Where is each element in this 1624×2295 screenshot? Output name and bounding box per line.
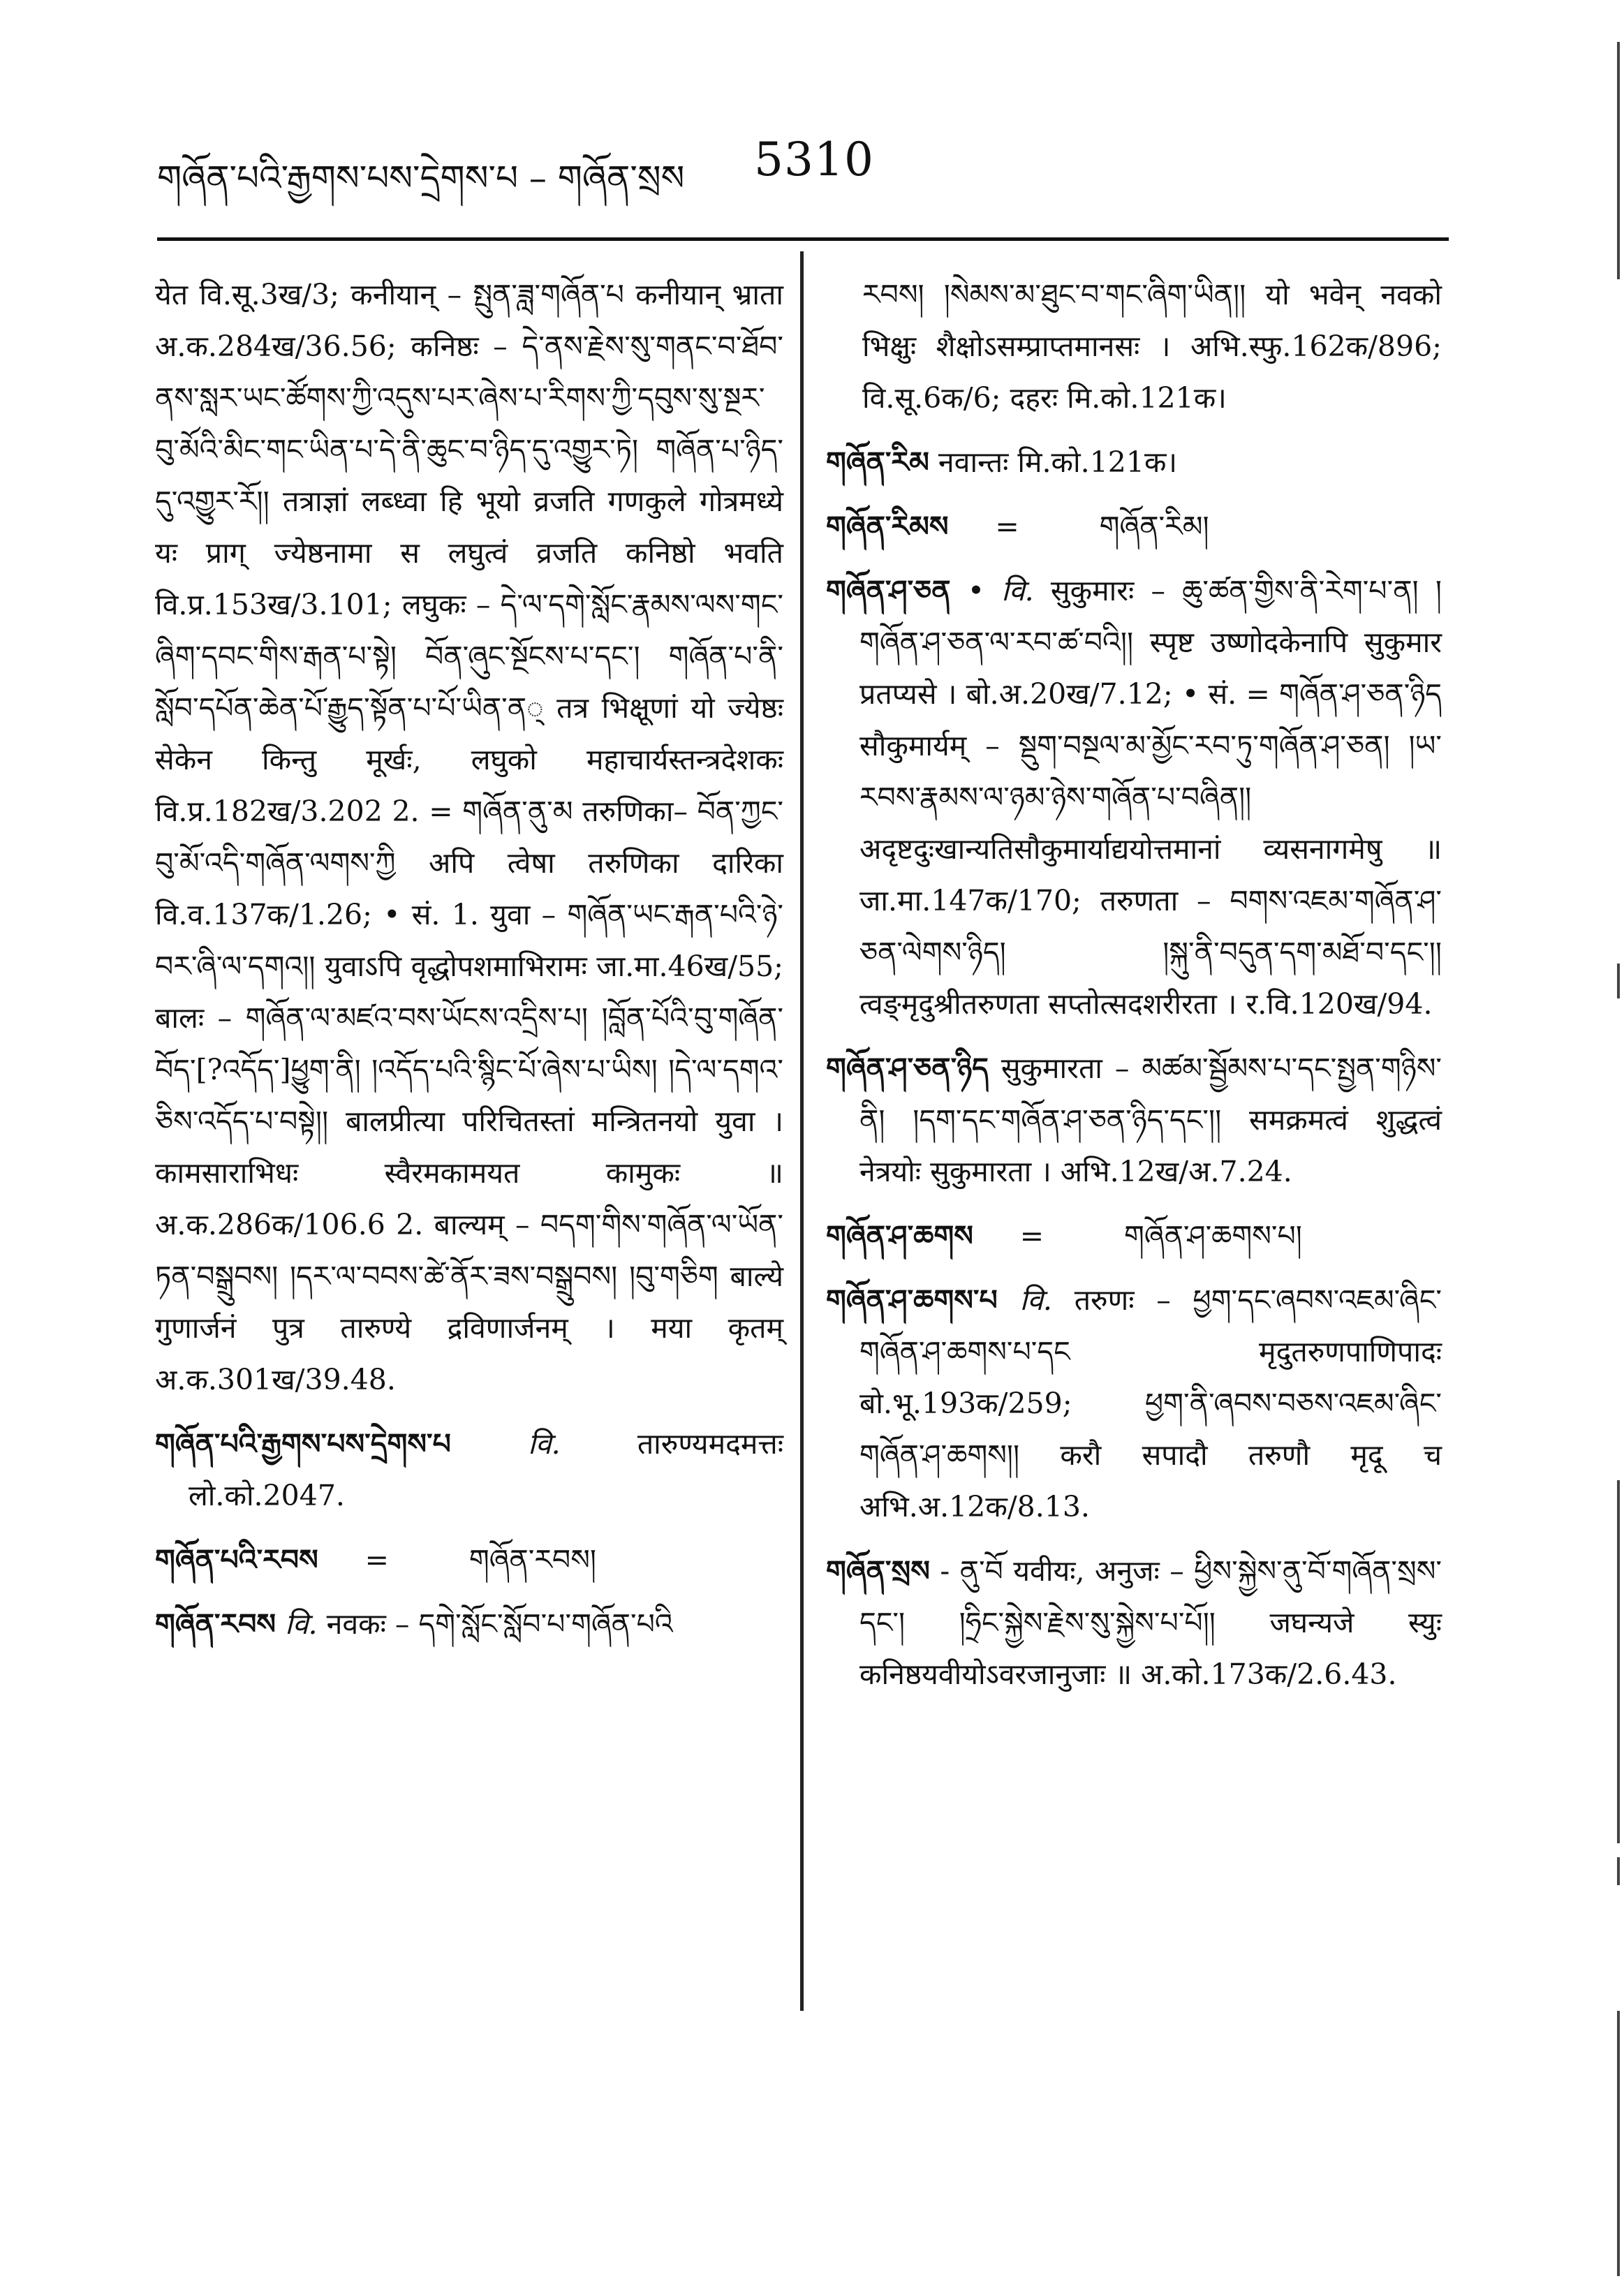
dictionary-entry — [826, 1210, 1442, 1262]
dictionary-entry — [826, 501, 1442, 552]
equals-sign: = — [364, 1543, 389, 1577]
dictionary-entry — [826, 1042, 1442, 1197]
cross-reference: གཞོན་ཤ་ཆགས་པ། — [1124, 1219, 1302, 1253]
scan-edge-mark — [1617, 1857, 1620, 1885]
headword: གཞོན་རབས — [155, 1607, 276, 1641]
headword: གཞོན་ཤ་ཆགས — [826, 1219, 973, 1253]
dictionary-entry — [155, 1418, 783, 1521]
cross-reference: གཞོན་རིམ། — [1099, 510, 1209, 543]
grammar-label: - ནུ་བོ — [940, 1554, 1003, 1588]
dictionary-entry — [826, 269, 1442, 424]
entry-body: येत वि.सू.3ख/3; कनीयान् – སྤུན་ཟླ་གཞོན་པ कनीयान् भ्राता अ.क.284ख/36.56; कनिष्ठः – དེ་ནས་རྗེས་སུ་གནང་བ་ཐོབ་ནས་སླར་ཡང་ཚོགས་ཀྱི་འདུས་པར་ཞེས་པ་རིགས་ཀྱི་དབུས་སུ་སྔར་བུ་མོའི་མིང་གང་ཡིན་པ་དེ་ནི་ཆུང་བ་ཉིད་དུ་འགྱུར་ཏེ། གཞོན་པ་ཉིད་དུ་འགྱུར་རོ།། तत्राज्ञां लब्ध्वा हि भूयो व्रजति गणकुले गोत्रमध्ये यः प्राग् ज्येष्ठनामा स लघुत्वं व्रजति कनिष्ठो भवति वि.प्र.153ख/3.101; लघुकः – དེ་ལ་དགེ་སློང་རྣམས་ལས་གང་ཞིག་དབང་གིས་རྒན་པ་སྟེ། བོན་ཞུང་སྔོངས་པ་དང་། གཞོན་པ་ནི་སློབ་དཔོན་ཆེན་པོ་རྒྱུད་སྟོན་པ་པོ་ཡིན་ན् तत्र भिक्षूणां यो ज्येष्ठः सेकेन किन्तु मूर्खः, लघुको महाचार्यस्तन्त्रदेशकः वि.प्र.182ख/3.202 2. = གཞོན་ནུ་མ तरुणिका– བོན་ཀྱང་བུ་མོ་འདི་གཞོན་ལགས་ཀྱི अपि त्वेषा तरुणिका दारिका वि.व.137क/1.26; • सं. 1. युवा – གཞོན་ཡང་རྒན་པའི་ཉེ་བར་ཞི་ལ་དགའ།། युवाऽपि वृद्धोपशमाभिरामः जा.मा.46ख/55; बालः – གཞོན་ལ་མཛའ་བས་ཡོངས་འདྲིས་པ། །བློན་པོའི་བུ་གཞོན་བོད་[?འདོད་]ཕྱུག་ནི། །འདོད་པའི་སྙིང་པོ་ཞེས་པ་ཡིས། །དེ་ལ་དགའ་ཅིས་འདོད་པ་བསྟེ།། बालप्रीत्या परिचितस्तां मन्त्रितनयो युवा । कामसाराभिधः स्वैरमकामयत कामुकः ॥ अ.क.286क/106.6 2. बाल्यम् – བདག་གིས་གཞོན་ལ་ཡོན་ཏན་བསྒྲུབས། །དར་ལ་བབས་ཚེ་ནོར་ཟས་བསྒྲུབས། །བུ་གཅིག बाल्ये गुणार्जनं पुत्र तारुण्ये द्रविणार्जनम् । मया कृतम् अ.क.301ख/39.48. — [155, 278, 783, 1396]
headword: གཞོན་ཤ་ཆགས་པ — [826, 1283, 998, 1317]
headword: གཞོན་ཤ་ཅན — [826, 574, 951, 607]
scan-edge-mark — [1617, 42, 1620, 279]
equals-sign: = — [995, 510, 1019, 543]
dictionary-entry — [155, 269, 783, 1405]
scan-edge-mark — [1617, 2011, 1620, 2276]
equals-sign: = — [1019, 1219, 1044, 1253]
headword: གཞོན་རིམས — [826, 510, 949, 543]
entry-body: यवीयः, अनुजः – ཕྱིས་སྐྱེས་ནུ་བོ་གཞོན་སྲས་དང་། །ཧྲིང་སྐྱེས་རྗེས་སུ་སྐྱེས་པ་པོ།། जघन्यजे स्युः कनिष्ठयवीयोऽवरजानुजाः ॥ अ.को.173क/2.6.43. — [859, 1554, 1442, 1691]
dictionary-entry — [826, 565, 1442, 1030]
grammar-label: वि. — [285, 1607, 318, 1641]
page-header — [157, 133, 1463, 209]
right-column — [826, 269, 1442, 1713]
entry-body: རབས། །སེམས་མ་ཐུང་བ་གང་ཞིག་ཡིན།། यो भवेन् नवको भिक्षुः शैक्षोऽसम्प्राप्तमानसः । अभि.स्फु.162क/896; वि.सू.6क/6; दहरः मि.को.121क। — [862, 278, 1442, 415]
dictionary-entry — [826, 1274, 1442, 1533]
cross-reference: གཞོན་རབས། — [468, 1543, 596, 1577]
header-rule — [157, 237, 1449, 241]
entry-body: सुकुमारः – ཆུ་ཚན་གྱིས་ནི་རེག་པ་ན། །གཞོན་ཤ་ཅན་ལ་རབ་ཚ་བའི།། स्पृष्ट उष्णोदकेनापि सुकुमार प्रतप्यसे । बो.अ.20ख/7.12; • सं. = གཞོན་ཤ་ཅན་ཉིད सौकुमार्यम् – སྡུག་བསྔལ་མ་མྱོང་རབ་ཏུ་གཞོན་ཤ་ཅན། །ཡ་རབས་རྣམས་ལ་ཉམ་ཉེས་གཞོན་པ་བཞིན།། अदृष्टदुःखान्यतिसौकुमार्याद्ययोत्तमानां व्यसनागमेषु ॥ जा.मा.147क/170; तरुणता – བགས་འཇམ་གཞོན་ཤ་ཅན་ལེགས་ཉིད། །སྐུ་ནི་བདུན་དག་མཐོ་བ་དང་།། त्वङ्मृदुश्रीतरुणता सप्तोत्सदशरीरता । र.वि.120ख/94. — [859, 574, 1442, 1021]
dictionary-entry — [155, 1534, 783, 1586]
headword: གཞོན་པའི་རབས — [155, 1543, 318, 1577]
entry-body: सुकुमारता – མཚམ་སྦྱོམས་པ་དང་སྤྱན་གཉིས་ནི། །དག་དང་གཞོན་ཤ་ཅན་ཉིད་དང་།། समक्रमत्वं शुद्धत्वं नेत्रयोः सुकुमारता । अभि.12ख/अ.7.24. — [859, 1051, 1442, 1188]
dictionary-entry — [826, 1545, 1442, 1700]
scan-edge-mark — [1617, 964, 1620, 998]
entry-body: तरुणः – ཕྱག་དང་ཞབས་འཇམ་ཞིང་གཞོན་ཤ་ཆགས་པ་དང मृदुतरुणपाणिपादः बो.भू.193क/259; ཕྱག་ནི་ཞབས་བཅས་འཇམ་ཞིང་གཞོན་ཤ་ཆགས།། करौ सपादौ तरुणौ मृदू च अभि.अ.12क/8.13. — [859, 1283, 1442, 1523]
page-number: 5310 — [754, 133, 874, 186]
grammar-label: वि. — [528, 1427, 561, 1461]
scan-edge-marks — [1609, 0, 1624, 2295]
headword: གཞོན་རིམ — [826, 445, 929, 479]
entry-body: नवकः – དགེ་སློང་སློབ་པ་གཞོན་པའི — [326, 1607, 673, 1641]
headword: གཞོན་སྲས — [826, 1554, 930, 1588]
grammar-label: वि. — [1019, 1283, 1052, 1317]
entry-body: नवान्तः मि.को.121क। — [938, 445, 1177, 479]
scan-edge-mark — [1617, 1480, 1620, 1843]
running-head: གཞོན་པའི་རྒྱགས་པས་དྲེགས་པ – གཞོན་སྲས — [157, 158, 685, 198]
dictionary-entry — [155, 1598, 783, 1650]
grammar-label: • वि. — [967, 574, 1034, 607]
column-divider — [800, 251, 804, 2011]
headword: གཞོན་ཤ་ཅན་ཉིད — [826, 1051, 989, 1085]
dictionary-entry — [826, 436, 1442, 488]
entry-body: तारुण्यमदमत्तः लो.को.2047. — [189, 1427, 783, 1512]
headword: གཞོན་པའི་རྒྱགས་པས་དྲེགས་པ — [155, 1427, 451, 1461]
left-column — [155, 269, 783, 1662]
